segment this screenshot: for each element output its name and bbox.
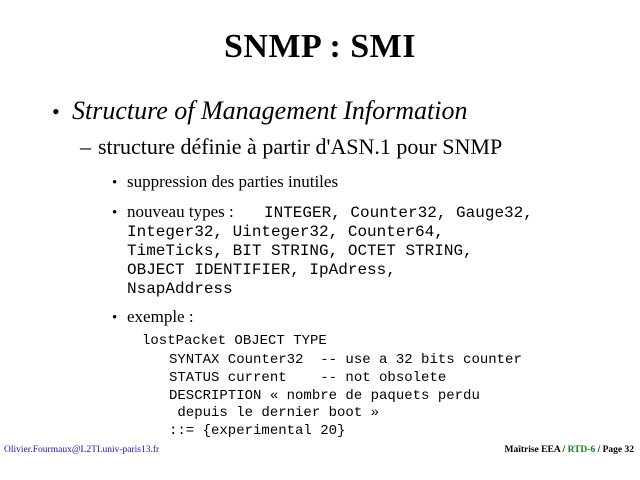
sub-item-suppression	[112, 172, 338, 192]
bullet-icon: •	[112, 205, 118, 221]
bullet-level1-text: Structure of Management Information	[72, 96, 468, 125]
footer-page-label: / Page 32	[595, 445, 634, 455]
code-line: lostPacket OBJECT TYPE	[142, 333, 327, 349]
sub-item-label: nouveau types :	[127, 202, 234, 221]
bullet-icon: •	[112, 175, 118, 191]
types-line: TimeTicks, BIT STRING, OCTET STRING,	[127, 242, 473, 260]
sub-item-types	[112, 202, 234, 222]
types-line: NsapAddress	[127, 280, 233, 298]
types-line: OBJECT IDENTIFIER, IpAdress,	[127, 261, 396, 279]
code-line: ::= {experimental 20}	[169, 423, 346, 439]
sub-item-text: exemple :	[127, 307, 194, 326]
bullet-level2-text: structure définie à partir d'ASN.1 pour SNMP	[98, 134, 503, 159]
bullet-level1	[52, 96, 467, 126]
code-line: DESCRIPTION « nombre de paquets perdu	[169, 388, 480, 404]
bullet-level2	[80, 134, 502, 160]
footer-course-prefix: Maîtrise EEA /	[504, 445, 568, 455]
dash-icon: –	[80, 134, 91, 159]
slide-title: SNMP : SMI	[224, 28, 416, 65]
types-line: INTEGER, Counter32, Gauge32,	[264, 204, 533, 222]
footer-course-rtd: RTD-6	[567, 445, 596, 455]
footer-author-email: Olivier.Fourmaux@L2TI.univ-paris13.fr	[4, 445, 160, 455]
bullet-icon: •	[52, 99, 60, 124]
code-line: STATUS current -- not obsolete	[169, 370, 447, 386]
code-line: SYNTAX Counter32 -- use a 32 bits counter	[169, 352, 522, 368]
code-line: depuis le dernier boot »	[169, 405, 380, 421]
sub-item-exemple	[112, 307, 194, 327]
footer-course-page	[504, 445, 634, 455]
types-line: Integer32, Uinteger32, Counter64,	[127, 223, 444, 241]
sub-item-text: suppression des parties inutiles	[127, 172, 339, 191]
bullet-icon: •	[112, 310, 118, 326]
